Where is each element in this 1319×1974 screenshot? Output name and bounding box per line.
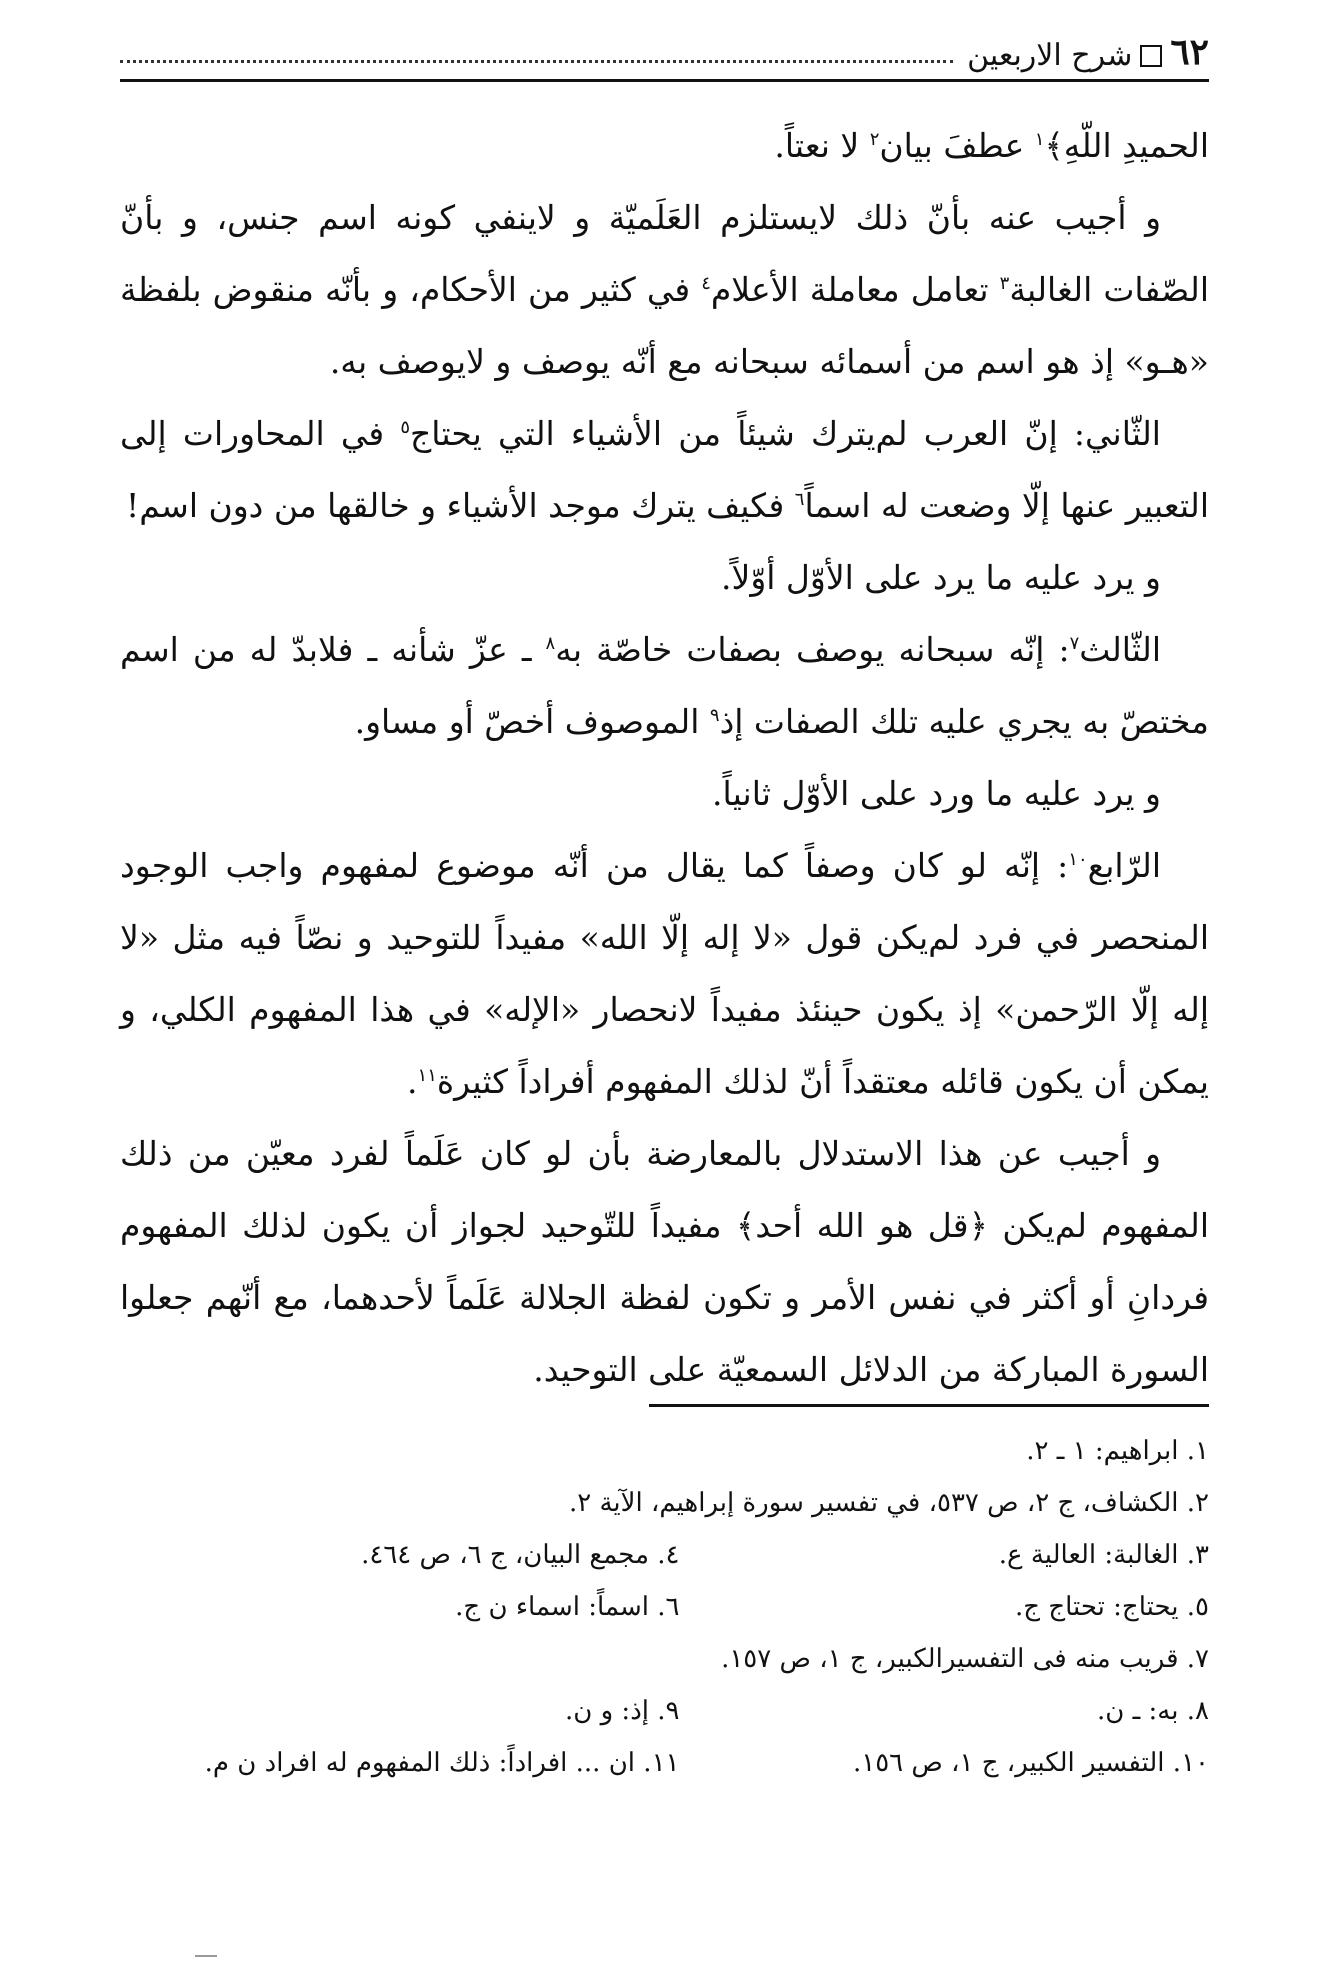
footnote-5: ٥. يحتاج: تحتاج ج. (1015, 1592, 1209, 1622)
footnote-ref-7[interactable]: ٧ (1069, 633, 1080, 654)
paragraph-5 (120, 614, 1209, 758)
paragraph-3 (120, 398, 1209, 542)
footnote-ref-2[interactable]: ٢ (869, 129, 880, 150)
paragraph-4: و يرد عليه ما يرد على الأوّل أوّلاً. (721, 558, 1161, 597)
text-run: في كثير من الأحكام، و بأنّه منقوض بلفظة «هـو» إذ هو اسم من أسمائه سبحانه مع أنّه يوصف و لايوصف به. (120, 270, 1209, 381)
text-run: عطفَ بيان (879, 126, 1035, 165)
footnote-8: ٨. به: ـ ن. (1097, 1696, 1209, 1726)
footnote-ref-9[interactable]: ٩ (709, 705, 720, 726)
text-run: : إنّه سبحانه يوصف بصفات خاصّة به (555, 630, 1070, 669)
footnote-row (150, 1737, 1209, 1789)
footnote-ref-10[interactable]: ١٠ (1068, 849, 1088, 870)
footnote-2: ٢. الكشاف، ج ٢، ص ٥٣٧، في تفسير سورة إبراهيم، الآية ٢. (568, 1488, 1209, 1518)
footnote-7: ٧. قريب منه فى التفسيرالكبير، ج ١، ص ١٥٧. (721, 1644, 1209, 1674)
paragraph-6: و يرد عليه ما ورد على الأوّل ثانياً. (712, 774, 1161, 813)
text-run: الحميدِ اللّهِ﴾ (1044, 126, 1209, 165)
stray-mark (195, 1955, 217, 1957)
text-run: و أجيب عنه بأنّ ذلك لايستلزم العَلَميّة و لاينفي كونه اسم جنس، و بأنّ الصّفات الغالبة (120, 198, 1209, 309)
text-run: ـ عزّ شأنه ـ فلابدّ له من اسم مختصّ به يجري عليه تلك الصفات إذ (120, 630, 1209, 741)
page-header (120, 22, 1209, 82)
text-run: في المحاورات إلى التعبير عنها إلّا وضعت له اسماً (120, 414, 1209, 525)
text-run: فكيف يترك موجد الأشياء و خالقها من دون اسم! (125, 486, 795, 525)
paragraph-7 (120, 830, 1209, 1118)
paragraph-2 (120, 182, 1209, 398)
footnote-ref-11[interactable]: ١١ (417, 1065, 437, 1086)
footnote-ref-3[interactable]: ٣ (999, 273, 1010, 294)
square-ornament-icon (1140, 45, 1162, 67)
footnote-ref-1[interactable]: ١ (1034, 129, 1045, 150)
footnote-9: ٩. إذ: و ن. (564, 1696, 680, 1726)
text-run: لا نعتاً. (774, 126, 870, 165)
footnote-row (150, 1581, 1209, 1633)
paragraph-1 (120, 110, 1209, 182)
page-number: ٦٢ (1170, 31, 1209, 73)
text-run: الرّابع (1087, 846, 1161, 885)
text-run: : إنّه لو كان وصفاً كما يقال من أنّه موضوع لمفهوم واجب الوجود المنحصر في فرد لم‌يكن قول «لا إله إلّا الله» مفيداً للتوحيد و نصّاً فيه مثل «لا إله إلّا الرّحمن» إذ يكون حينئذ مفيداً لانحصار «الإله» في هذا المفهوم الكلي، و يمكن أن يكون قائله معتقداً أنّ لذلك المفهوم أفراداً كثيرة (120, 846, 1209, 1101)
footnote-ref-8[interactable]: ٨ (545, 633, 556, 654)
paragraph-8: و أجيب عن هذا الاستدلال بالمعارضة بأن لو كان عَلَماً لفرد معيّن من ذلك المفهوم لم‌يكن ﴿قل هو الله أحد﴾ مفيداً للتّوحيد لجواز أن يكون لذلك المفهوم فردانِ أو أكثر في نفس الأمر و تكون لفظة الجلالة عَلَماً لأحدهما، مع أنّهم جعلوا السورة المباركة من الدلائل السمعيّة على التوحيد. (120, 1134, 1209, 1389)
footnote-ref-4[interactable]: ٤ (701, 273, 711, 294)
footnote-1: ١. ابراهيم: ١ ـ ٢. (1026, 1436, 1209, 1466)
text-run: الثّالث (1079, 630, 1161, 669)
footnote-3: ٣. الغالبة: العالية ع. (998, 1540, 1209, 1570)
footnote-ref-5[interactable]: ٥ (400, 417, 410, 438)
footnote-row (150, 1529, 1209, 1581)
text-run: تعامل معاملة الأعلام (710, 270, 1000, 309)
footnote-ref-6[interactable]: ٦ (794, 489, 805, 510)
footnote-10: ١٠. التفسير الكبير، ج ١، ص ١٥٦. (852, 1748, 1209, 1778)
footnote-separator (649, 1404, 1209, 1407)
main-text (120, 110, 1209, 1406)
dotted-leader (120, 60, 953, 63)
text-run: . (407, 1062, 418, 1101)
footnotes (150, 1425, 1209, 1789)
text-run: الثّاني: إنّ العرب لم‌يترك شيئاً من الأشياء التي يحتاج (410, 414, 1161, 453)
footnote-11: ١١. ان ... افراداً: ذلك المفهوم له افراد ن م. (204, 1748, 680, 1778)
text-run: الموصوف أخصّ أو مساو. (354, 702, 710, 741)
footnote-6: ٦. اسماً: اسماء ن ج. (455, 1592, 680, 1622)
footnote-4: ٤. مجمع البيان، ج ٦، ص ٤٦٤. (361, 1540, 680, 1570)
footnote-row (150, 1685, 1209, 1737)
running-title: شرح الاربعين (967, 38, 1133, 73)
